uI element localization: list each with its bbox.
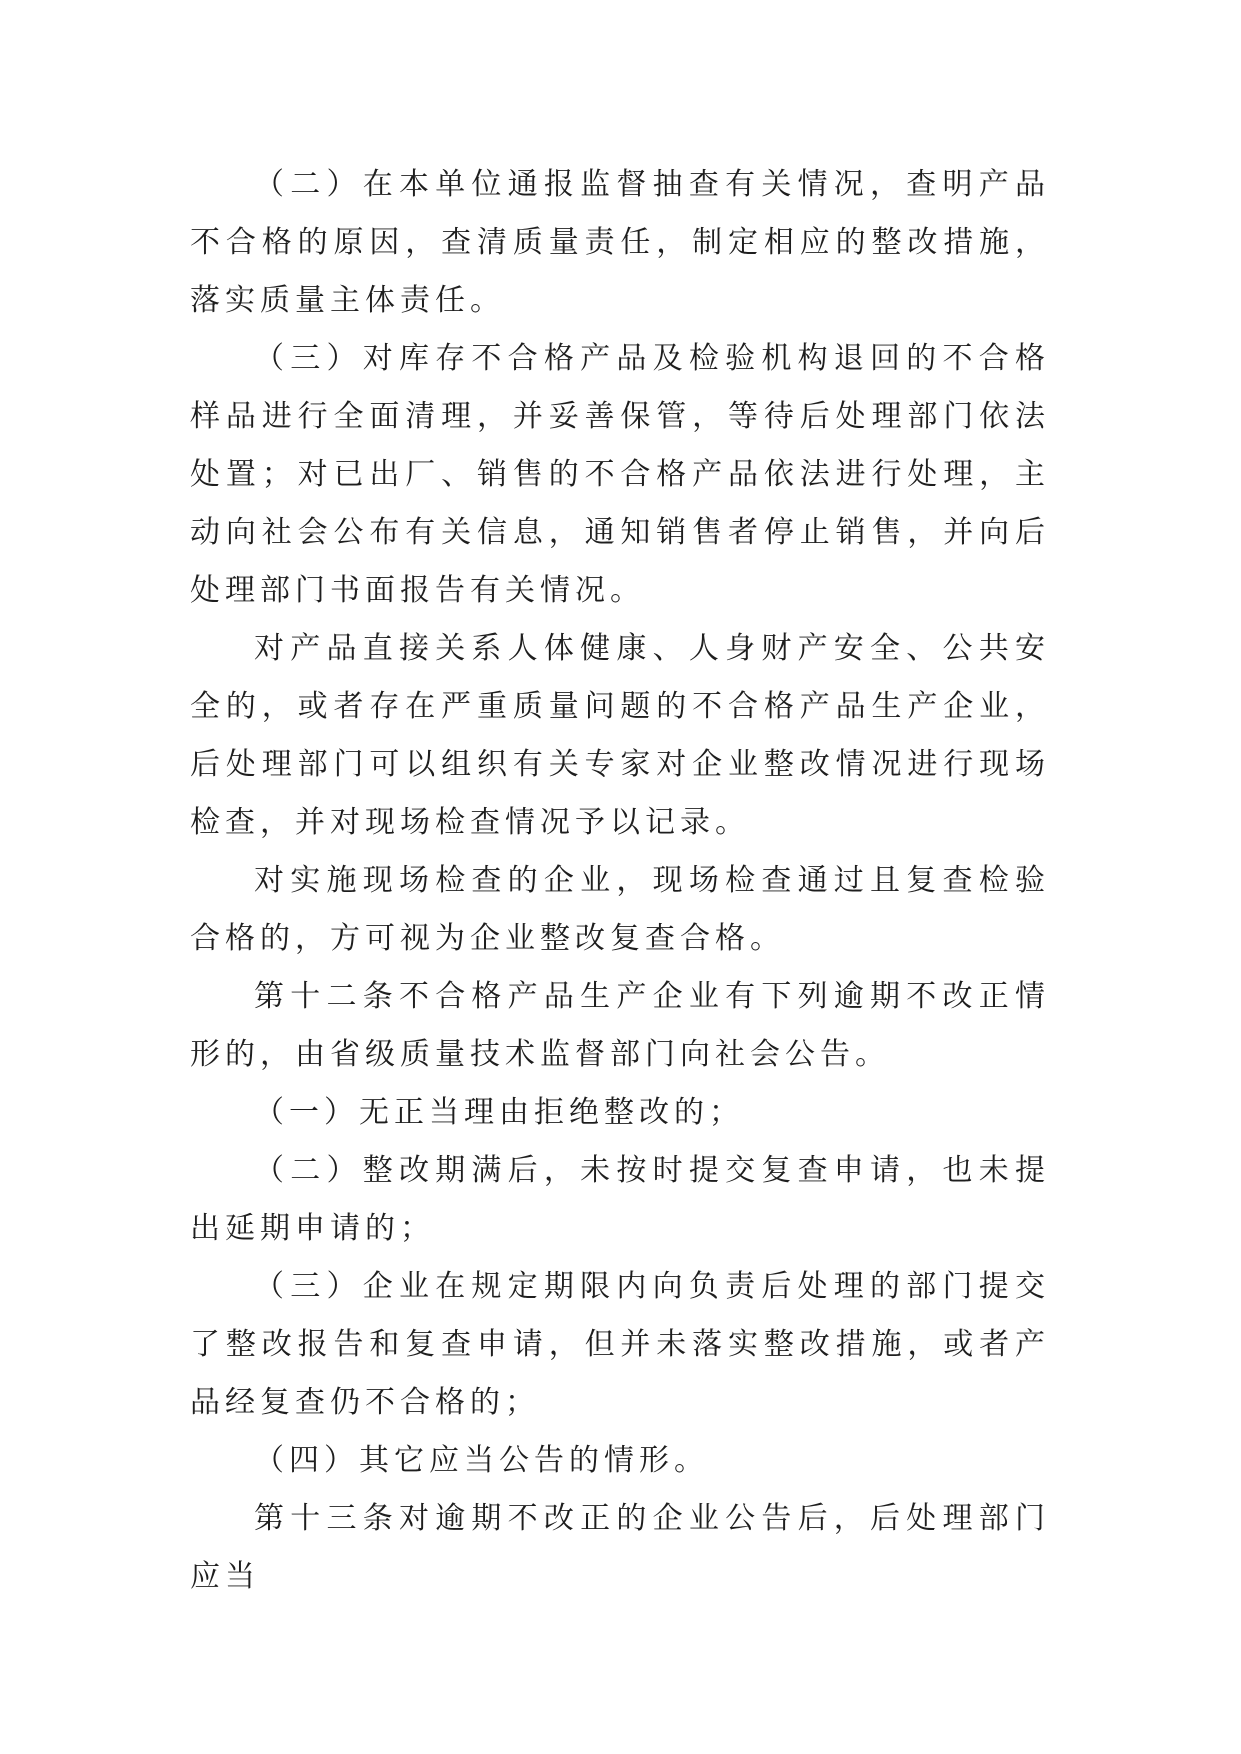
paragraph-inspection-pass: 对实施现场检查的企业，现场检查通过且复查检验合格的，方可视为企业整改复查合格。 xyxy=(190,863,1050,956)
paragraph-article-12: 第十二条不合格产品生产企业有下列逾期不改正情形的，由省级质量技术监督部门向社会公告。 xyxy=(190,979,1050,1072)
paragraph-item-2-rectification-measures: （二）在本单位通报监督抽查有关情况，查明产品不合格的原因，查清质量责任，制定相应的整改措施，落实质量主体责任。 xyxy=(190,167,1050,318)
paragraph-article-12-item-4: （四）其它应当公告的情形。 xyxy=(254,1443,709,1478)
paragraph-article-12-item-1: （一）无正当理由拒绝整改的； xyxy=(254,1095,744,1130)
paragraph-item-3-inventory-cleanup: （三）对库存不合格产品及检验机构退回的不合格样品进行全面清理，并妥善保管，等待后处理部门依法处置；对已出厂、销售的不合格产品依法进行处理，主动向社会公布有关信息，通知销售者停止销售，并向后处理部门书面报告有关情况。 xyxy=(190,341,1050,608)
paragraph-article-12-item-3: （三）企业在规定期限内向负责后处理的部门提交了整改报告和复查申请，但并未落实整改措施，或者产品经复查仍不合格的； xyxy=(190,1269,1050,1420)
document-body xyxy=(190,156,1050,1606)
paragraph-article-13: 第十三条对逾期不改正的企业公告后，后处理部门应当 xyxy=(190,1501,1050,1594)
paragraph-onsite-inspection: 对产品直接关系人体健康、人身财产安全、公共安全的，或者存在严重质量问题的不合格产品生产企业，后处理部门可以组织有关专家对企业整改情况进行现场检查，并对现场检查情况予以记录。 xyxy=(190,631,1050,840)
paragraph-article-12-item-2: （二）整改期满后，未按时提交复查申请，也未提出延期申请的； xyxy=(190,1153,1050,1246)
